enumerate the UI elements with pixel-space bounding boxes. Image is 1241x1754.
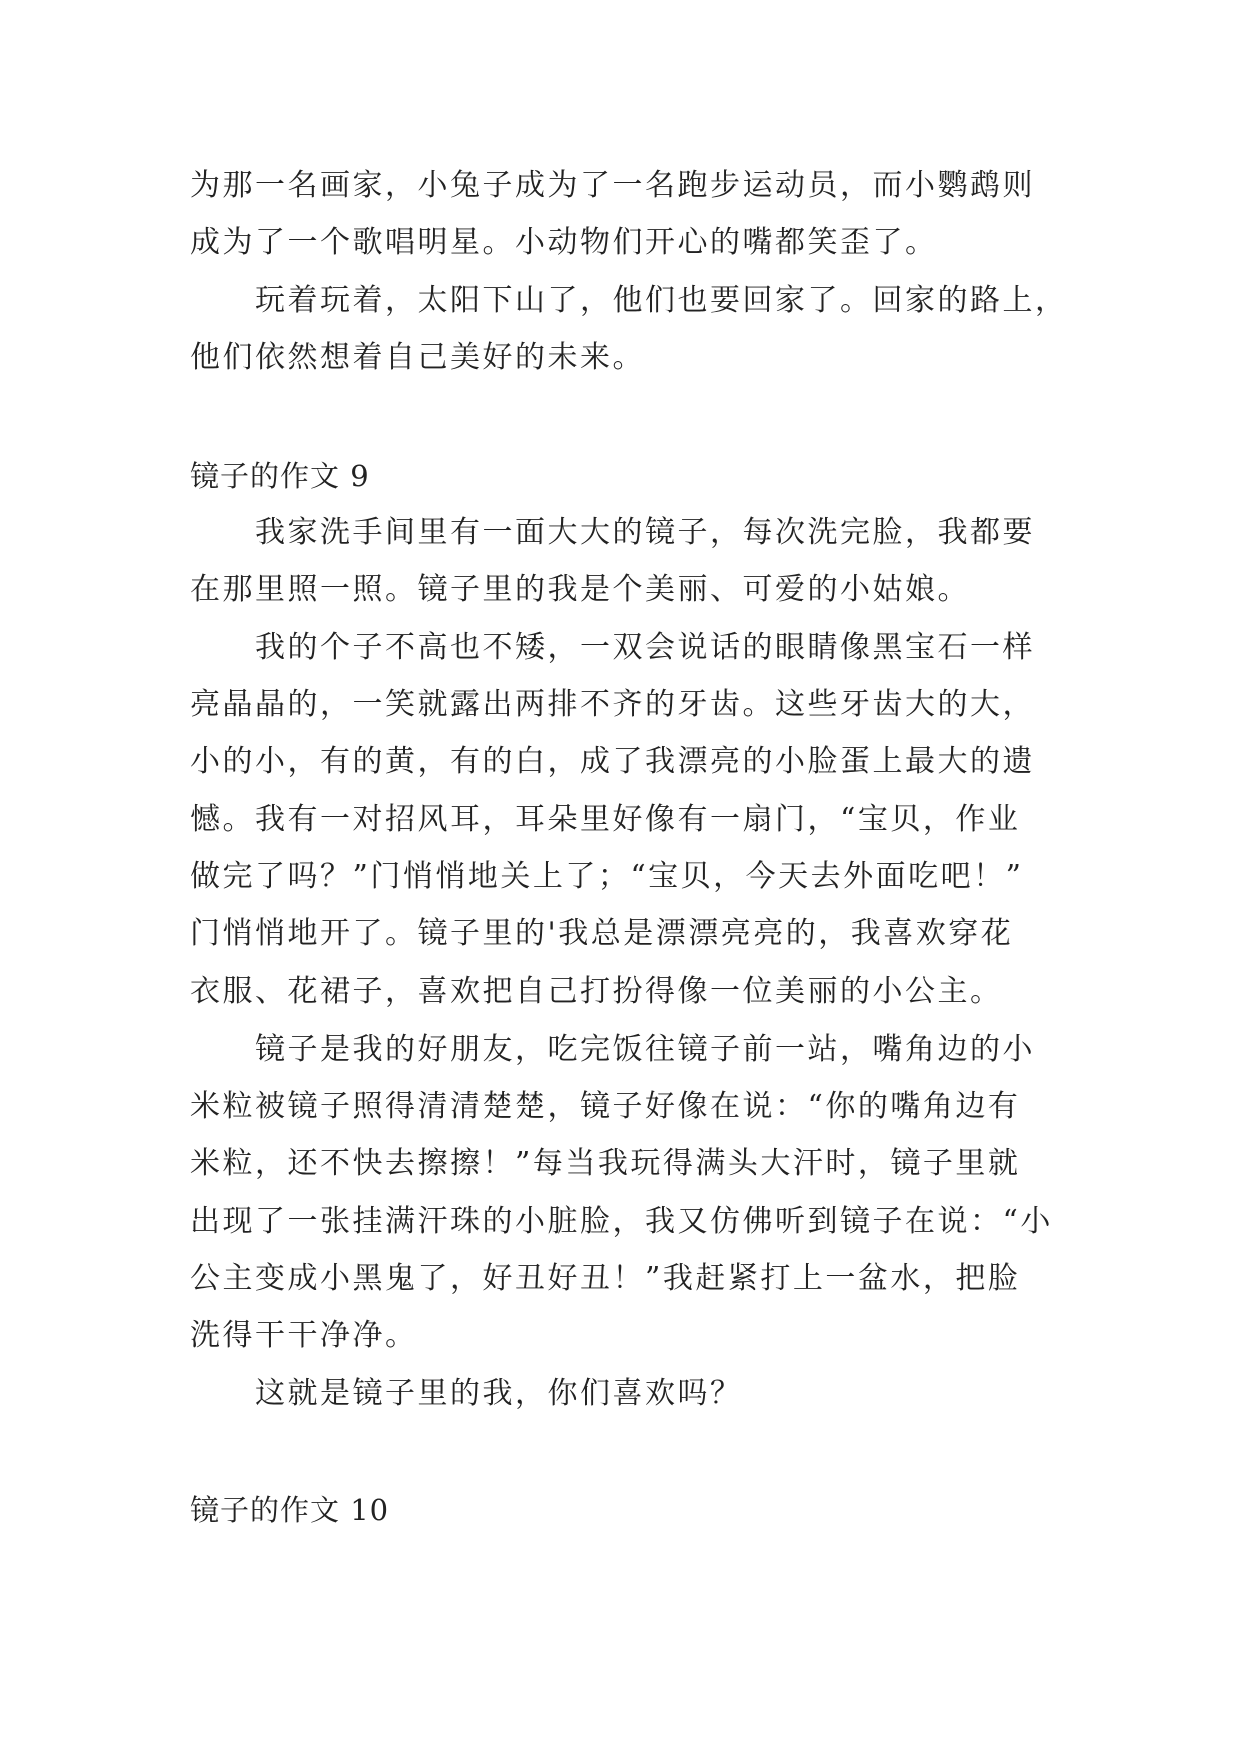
paragraph-line: 为那一名画家，小兔子成为了一名跑步运动员，而小鹦鹉则 [190,168,1035,203]
paragraph-line: 衣服、花裙子，喜欢把自己打扮得像一位美丽的小公主。 [190,974,1003,1009]
essay-9-heading: 镜子的作文 9 [190,459,370,493]
paragraph-line: 这就是镜子里的我，你们喜欢吗？ [255,1376,743,1411]
paragraph-line: 小的小，有的黄，有的白，成了我漂亮的小脸蛋上最大的遗 [190,744,1035,779]
paragraph-line: 米粒，还不快去擦擦！”每当我玩得满头大汗时，镜子里就 [190,1146,1021,1181]
paragraph-line: 他们依然想着自己美好的未来。 [190,340,645,375]
paragraph-line: 米粒被镜子照得清清楚楚，镜子好像在说：“你的嘴角边有 [190,1089,1021,1124]
paragraph-line: 公主变成小黑鬼了，好丑好丑！”我赶紧打上一盆水，把脸 [190,1261,1021,1296]
paragraph-line: 亮晶晶的，一笑就露出两排不齐的牙齿。这些牙齿大的大， [190,687,1035,722]
paragraph-line: 门悄悄地开了。镜子里的'我总是漂漂亮亮的，我喜欢穿花 [190,916,1014,951]
paragraph-line: 镜子是我的好朋友，吃完饭往镜子前一站，嘴角边的小 [255,1032,1035,1067]
paragraph-line: 出现了一张挂满汗珠的小脏脸，我又仿佛听到镜子在说：“小 [190,1204,1053,1239]
essay-10-heading: 镜子的作文 10 [190,1493,390,1527]
paragraph-line: 我家洗手间里有一面大大的镜子，每次洗完脸，我都要 [255,515,1035,550]
paragraph-line: 做完了吗？”门悄悄地关上了；“宝贝，今天去外面吃吧！” [190,859,1024,894]
paragraph-line: 我的个子不高也不矮，一双会说话的眼睛像黑宝石一样 [255,630,1035,665]
paragraph-line: 憾。我有一对招风耳，耳朵里好像有一扇门，“宝贝，作业 [190,802,1021,837]
paragraph-line: 在那里照一照。镜子里的我是个美丽、可爱的小姑娘。 [190,572,970,607]
paragraph-line: 玩着玩着，太阳下山了，他们也要回家了。回家的路上， [255,283,1068,318]
paragraph-line: 成为了一个歌唱明星。小动物们开心的嘴都笑歪了。 [190,225,938,260]
paragraph-line: 洗得干干净净。 [190,1318,418,1353]
